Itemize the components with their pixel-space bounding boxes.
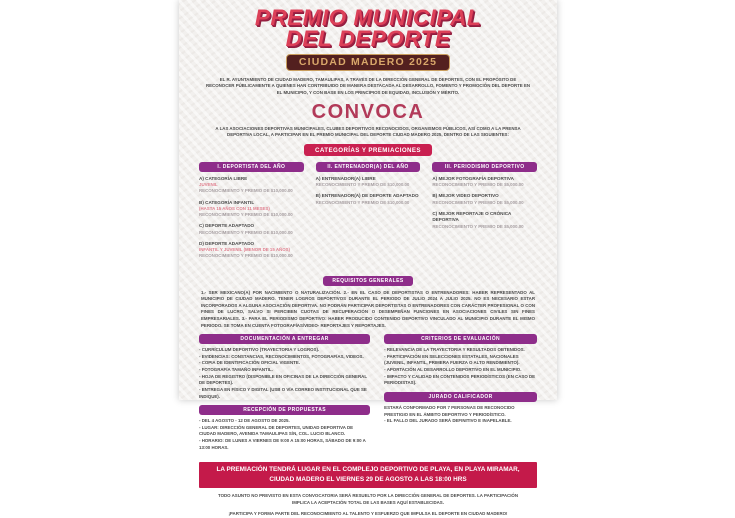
jurado-line: ESTARÁ CONFORMADO POR 7 PERSONAS DE RECONOCIDO PRESTIGIO EN EL ÁMBITO DEPORTIVO Y PERIODÍSTICO. [384, 404, 515, 417]
category-item-sub: INFANTIL Y JUVENIL (MENOR DE 15 AÑOS) [199, 247, 290, 253]
documentacion-list [199, 347, 370, 400]
requisitos-section [199, 269, 537, 330]
category-item-sub: JUVENIL [199, 182, 218, 188]
list-item: - APORTACIÓN AL DESARROLLO DEPORTIVO EN EL MUNICIPIO. [384, 367, 537, 374]
list-item: - PARTICIPACIÓN EN SELECCIONES ESTATALES, NACIONALES (JUVENIL, INFANTIL, PRIMERA FUERZA O ALTO RENDIMIENTO). [384, 354, 537, 367]
convoca-heading: CONVOCA [311, 100, 425, 123]
documentacion-header-pill: DOCUMENTACIÓN A ENTREGAR [199, 334, 370, 344]
requisitos-text: 1.- SER MEXICANO(A) POR NACIMIENTO O NATURALIZACIÓN. 2.- EN EL CASO DE DEPORTISTAS O ENTRENADORES: HABER REPRESENTADO AL MUNICIPIO DE CIUDAD MADERO. TENER LOGROS DEPORTIVOS DURANTE EL PERIODO DE JULIO 2024 A JULIO 2025. NO ES NECESARIO ESTAR INCORPORADOS A ALGUNA ASOCIACIÓN DEPORTIVA. NO PODRÁN PARTICIPAR DEPORTISTAS O ENTRENADORES CON CARÁCTER PROFESIONAL O CON FINES DE LUCRO, SALVO SI PERCIBEN CUOTAS DE RECUPERACIÓN O DESEMPEÑAN FUNCIONES EN ASOCIACIONES CIVILES SIN FINES EMPRESARIALES. 3.- PARA EL PERIODISMO DEPORTIVO: HABER PRODUCIDO CONTENIDO DEPORTIVO VINCULADO AL MUNICIPIO DURANTE EL MISMO PERIODO. SE TOMA EN CUENTA FOTOGRAFÍAS/VIDEO- REPORTAJES Y REPORTAJES. [201, 289, 535, 328]
list-item: - RELEVANCIA DE LA TRAYECTORIA Y RESULTADOS OBTENIDOS. [384, 347, 537, 354]
category-item-prize: RECONOCIMIENTO Y PREMIO DE $10,000.00 [315, 199, 410, 205]
category-item-prize: RECONOCIMIENTO Y PREMIO DE $10,000.00 [199, 253, 293, 259]
list-item: - ENTREGA EN FÍSICO Y DIGITAL (USB O VÍA CORREO INSTITUCIONAL QUE SE INDIQUE). [199, 387, 370, 400]
category-column-header: I. DEPORTISTA DEL AÑO [199, 162, 304, 172]
categories-columns [199, 162, 537, 265]
category-item-title: B) MEJOR VIDEO DEPORTIVO [432, 193, 499, 199]
closing-line: ¡PARTICIPA Y FORMA PARTE DEL RECONOCIMIENTO AL TALENTO Y ESFUERZO QUE IMPULSA EL DEPORTE EN CIUDAD MADERO! [228, 511, 508, 517]
edition-badge: CIUDAD MADERO 2025 [286, 54, 450, 71]
category-item-prize: RECONOCIMIENTO Y PREMIO DE $5,000.00 [432, 223, 524, 229]
intro-paragraph: EL R. AYUNTAMIENTO DE CIUDAD MADERO, TAMAULIPAS, A TRAVÉS DE LA DIRECCIÓN GENERAL DE DEPORTES, CON EL PROPÓSITO DE RECONOCER PÚBLICAMENTE A QUIENES HAN CONTRIBUIDO DE MANERA DESTACADA AL DESARROLLO, FOMENTO Y PROMOCIÓN DEL DEPORTE EN EL MUNICIPIO, Y CON BASE EN LOS PRINCIPIOS DE EQUIDAD, INCLUSIÓN Y MÉRITO. [205, 76, 531, 95]
list-item: - DEL 4 AGOSTO - 12 DE AGOSTO DE 2025. [199, 418, 370, 425]
list-item: - HORARIO: DE LUNES A VIERNES DE 9:00 A 15:00 HORAS, SÁBADO DE 9:00 A 13:00 HORAS. [199, 438, 370, 451]
jurado-line: - EL FALLO DEL JURADO SERÁ DEFINITIVO E INAPELABLE. [384, 418, 537, 425]
list-item: - HOJA DE REGISTRO (DISPONIBLE EN OFICINAS DE LA DIRECCIÓN GENERAL DE DEPORTES). [199, 374, 370, 387]
left-column [199, 334, 370, 456]
poster-title [199, 7, 537, 50]
category-item [316, 176, 421, 189]
category-item [199, 241, 304, 260]
category-item-title: B) CATEGORÍA INFANTIL [199, 199, 255, 205]
category-column-deportista [199, 162, 304, 265]
category-column-header: II. ENTRENADOR(A) DEL AÑO [316, 162, 421, 172]
category-item-title: A) ENTRENADOR(A) LIBRE [315, 175, 376, 181]
category-item-title: A) CATEGORÍA LIBRE [199, 175, 248, 181]
list-item: - CURRÍCULUM DEPORTIVO (TRAYECTORIA Y LOGROS). [199, 347, 370, 354]
category-item-prize: RECONOCIMIENTO Y PREMIO DE $10,000.00 [315, 182, 410, 188]
list-item: - LUGAR: DIRECCIÓN GENERAL DE DEPORTES, UNIDAD DEPORTIVA DE CIUDAD MADERO, AVENIDA TAMAULIPAS S/N, COL. LUCIO BLANCO. [199, 425, 370, 438]
award-ceremony-banner: LA PREMIACIÓN TENDRÁ LUGAR EN EL COMPLEJO DEPORTIVO DE PLAYA, EN PLAYA MIRAMAR, CIUDAD MADERO EL VIERNES 29 DE AGOSTO A LAS 18:00 HRS [199, 462, 537, 488]
category-item-title: C) MEJOR REPORTAJE O CRÓNICA DEPORTIVA [432, 210, 512, 223]
category-item [432, 211, 537, 230]
recepcion-list [199, 418, 370, 451]
criterios-list [384, 347, 537, 387]
category-item-prize: RECONOCIMIENTO Y PREMIO DE $10,000.00 [199, 188, 293, 194]
list-item: - EVIDENCIAS: CONSTANCIAS, RECONOCIMIENTOS, FOTOGRAFÍAS, VIDEOS. [199, 354, 370, 361]
category-item [432, 176, 537, 189]
convoca-paragraph: A LAS ASOCIACIONES DEPORTIVAS MUNICIPALES, CLUBES DEPORTIVOS RECONOCIDOS, ORGANISMOS PÚBLICOS, ASÍ COMO A LA PRENSA DEPORTIVA LOCAL, A PARTICIPAR EN EL PREMIO MUNICIPAL DEL DEPORTE CIUDAD MADERO 2025, DENTRO DE LAS SIGUIENTES: [215, 125, 521, 138]
right-column [384, 334, 537, 456]
category-item-title: D) DEPORTE ADAPTADO [199, 240, 255, 246]
category-item-title: A) MEJOR FOTOGRAFÍA DEPORTIVA [432, 175, 514, 181]
category-item [199, 200, 304, 219]
recepcion-header-pill: RECEPCIÓN DE PROPUESTAS [199, 405, 370, 415]
category-item-title: C) DEPORTE ADAPTADO [199, 223, 255, 229]
list-item: - IMPACTO Y CALIDAD EN CONTENIDOS PERIODÍSTICOS (EN CASO DE PERIODISTAS). [384, 374, 537, 387]
poster-document [179, 0, 557, 517]
category-item [316, 193, 421, 206]
list-item: - COPIA DE IDENTIFICACIÓN OFICIAL VIGENTE. [199, 360, 370, 367]
category-item-title: B) ENTRENADOR(A) DE DEPORTE ADAPTADO [315, 193, 419, 199]
requisitos-header-pill: REQUISITOS GENERALES [323, 276, 412, 286]
jurado-header-pill: JURADO CALIFICADOR [384, 392, 537, 402]
footer-note: TODO ASUNTO NO PREVISTO EN ESTA CONVOCATORIA SERÁ RESUELTO POR LA DIRECCIÓN GENERAL DE DEPORTES. LA PARTICIPACIÓN IMPLICA LA ACEPTACIÓN TOTAL DE LAS BASES AQUÍ ESTABLECIDAS. [217, 493, 519, 505]
category-item-prize: RECONOCIMIENTO Y PREMIO DE $5,000.00 [432, 182, 524, 188]
category-item-sub: (HASTA 15 AÑOS CON 11 MESES) [199, 205, 270, 211]
category-column-entrenador [316, 162, 421, 265]
category-item [432, 193, 537, 206]
categories-header-pill: CATEGORÍAS Y PREMIACIONES [304, 144, 432, 156]
category-item-prize: RECONOCIMIENTO Y PREMIO DE $10,000.00 [199, 229, 293, 235]
poster-title-line2: DEL DEPORTE [285, 26, 451, 52]
lower-columns [199, 334, 537, 456]
category-column-header: III. PERIODISMO DEPORTIVO [432, 162, 537, 172]
category-column-periodismo [432, 162, 537, 265]
category-item [199, 223, 304, 236]
category-item-prize: RECONOCIMIENTO Y PREMIO DE $5,000.00 [432, 199, 524, 205]
category-item-prize: RECONOCIMIENTO Y PREMIO DE $10,000.00 [199, 212, 293, 218]
list-item: - FOTOGRAFÍA TAMAÑO INFANTIL. [199, 367, 370, 374]
poster-title-line1: PREMIO MUNICIPAL [254, 5, 482, 30]
category-item [199, 176, 304, 195]
criterios-header-pill: CRITERIOS DE EVALUACIÓN [384, 334, 537, 344]
